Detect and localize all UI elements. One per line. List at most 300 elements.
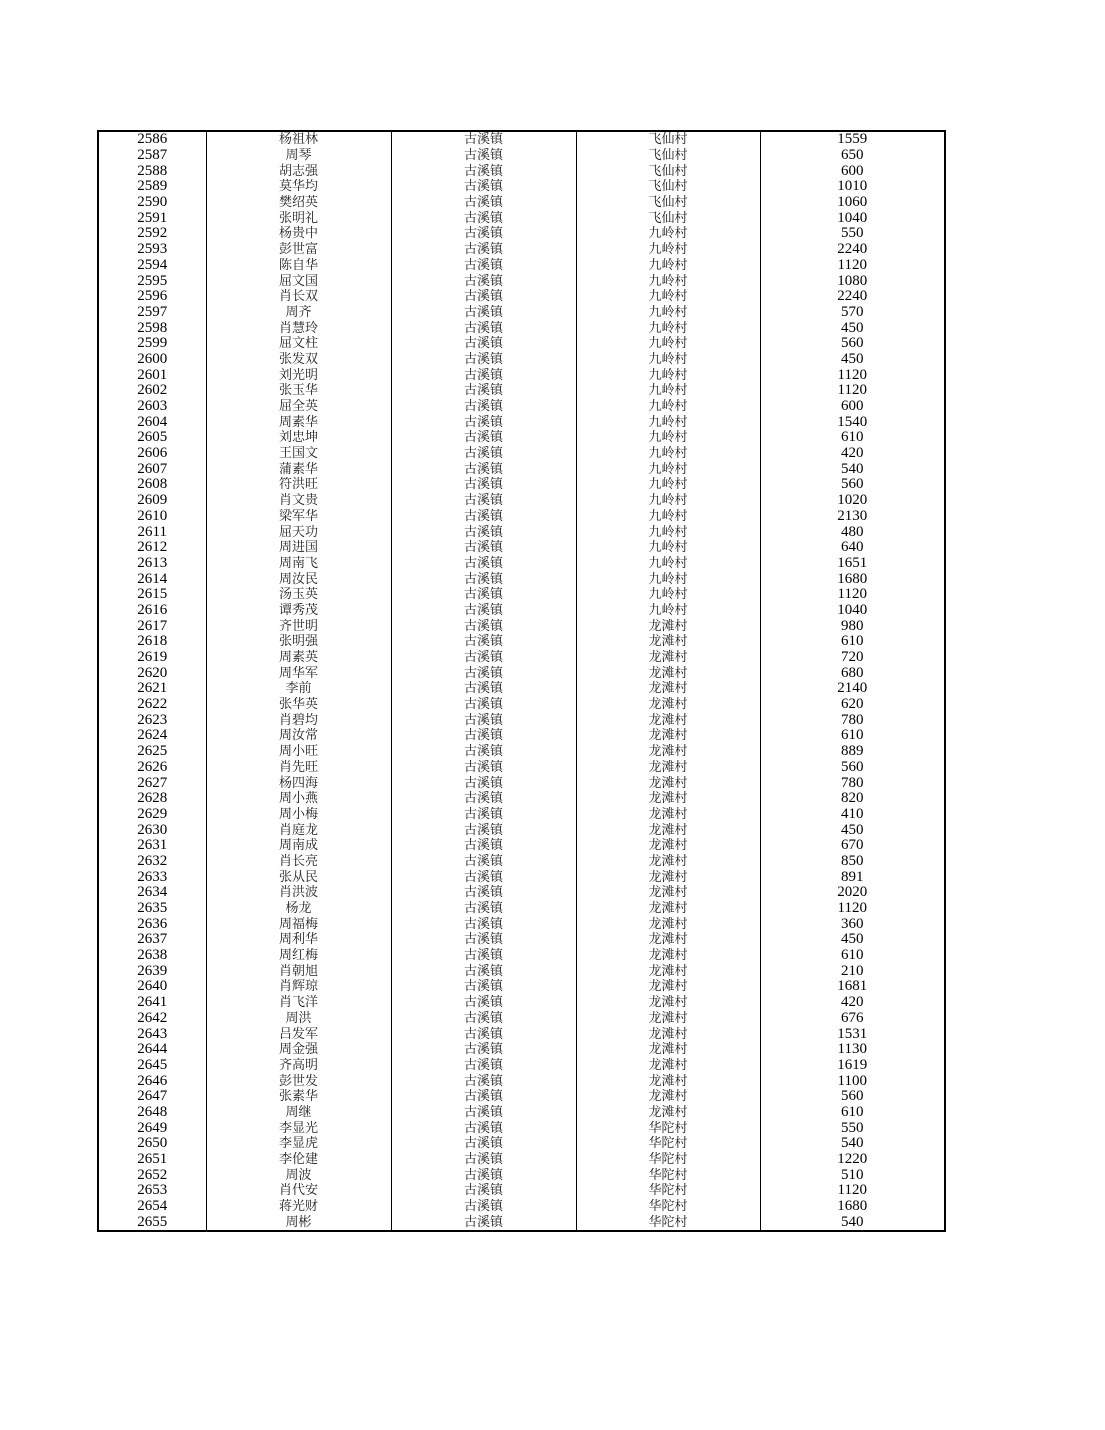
table-row bbox=[98, 163, 945, 179]
village-cell: 龙滩村 bbox=[576, 1058, 760, 1074]
amount-cell: 2240 bbox=[760, 242, 945, 258]
amount-cell: 560 bbox=[760, 1089, 945, 1105]
town-cell: 古溪镇 bbox=[391, 791, 576, 807]
town-cell: 古溪镇 bbox=[391, 587, 576, 603]
table-row bbox=[98, 273, 945, 289]
table-row bbox=[98, 1042, 945, 1058]
name-cell: 刘忠坤 bbox=[206, 430, 391, 446]
amount-cell: 410 bbox=[760, 807, 945, 823]
row-number-cell: 2629 bbox=[98, 807, 206, 823]
row-number-cell: 2610 bbox=[98, 509, 206, 525]
name-cell: 周小旺 bbox=[206, 744, 391, 760]
row-number-cell: 2586 bbox=[98, 131, 206, 148]
village-cell: 九岭村 bbox=[576, 571, 760, 587]
table-row bbox=[98, 210, 945, 226]
town-cell: 古溪镇 bbox=[391, 383, 576, 399]
name-cell: 周汝常 bbox=[206, 728, 391, 744]
amount-cell: 1040 bbox=[760, 603, 945, 619]
table-row bbox=[98, 242, 945, 258]
row-number-cell: 2635 bbox=[98, 901, 206, 917]
amount-cell: 2020 bbox=[760, 885, 945, 901]
name-cell: 周素华 bbox=[206, 414, 391, 430]
town-cell: 古溪镇 bbox=[391, 210, 576, 226]
village-cell: 九岭村 bbox=[576, 493, 760, 509]
village-cell: 华陀村 bbox=[576, 1120, 760, 1136]
town-cell: 古溪镇 bbox=[391, 1120, 576, 1136]
village-cell: 龙滩村 bbox=[576, 618, 760, 634]
name-cell: 彭世发 bbox=[206, 1073, 391, 1089]
amount-cell: 780 bbox=[760, 775, 945, 791]
name-cell: 莫华均 bbox=[206, 179, 391, 195]
name-cell: 李伦建 bbox=[206, 1152, 391, 1168]
row-number-cell: 2649 bbox=[98, 1120, 206, 1136]
town-cell: 古溪镇 bbox=[391, 258, 576, 274]
town-cell: 古溪镇 bbox=[391, 1026, 576, 1042]
name-cell: 张明强 bbox=[206, 634, 391, 650]
village-cell: 九岭村 bbox=[576, 305, 760, 321]
village-cell: 飞仙村 bbox=[576, 210, 760, 226]
row-number-cell: 2619 bbox=[98, 650, 206, 666]
name-cell: 李显虎 bbox=[206, 1136, 391, 1152]
amount-cell: 1120 bbox=[760, 383, 945, 399]
town-cell: 古溪镇 bbox=[391, 336, 576, 352]
table-row bbox=[98, 901, 945, 917]
row-number-cell: 2625 bbox=[98, 744, 206, 760]
town-cell: 古溪镇 bbox=[391, 289, 576, 305]
table-row bbox=[98, 979, 945, 995]
town-cell: 古溪镇 bbox=[391, 697, 576, 713]
town-cell: 古溪镇 bbox=[391, 854, 576, 870]
name-cell: 周彬 bbox=[206, 1214, 391, 1231]
row-number-cell: 2608 bbox=[98, 477, 206, 493]
name-cell: 张华英 bbox=[206, 697, 391, 713]
row-number-cell: 2605 bbox=[98, 430, 206, 446]
name-cell: 杨贵中 bbox=[206, 226, 391, 242]
name-cell: 王国文 bbox=[206, 446, 391, 462]
amount-cell: 1010 bbox=[760, 179, 945, 195]
name-cell: 胡志强 bbox=[206, 163, 391, 179]
row-number-cell: 2591 bbox=[98, 210, 206, 226]
village-cell: 龙滩村 bbox=[576, 681, 760, 697]
town-cell: 古溪镇 bbox=[391, 712, 576, 728]
village-cell: 龙滩村 bbox=[576, 901, 760, 917]
name-cell: 吕发军 bbox=[206, 1026, 391, 1042]
name-cell: 屈全英 bbox=[206, 399, 391, 415]
table-row bbox=[98, 179, 945, 195]
village-cell: 龙滩村 bbox=[576, 1011, 760, 1027]
town-cell: 古溪镇 bbox=[391, 838, 576, 854]
table-row bbox=[98, 1073, 945, 1089]
amount-cell: 1531 bbox=[760, 1026, 945, 1042]
amount-cell: 980 bbox=[760, 618, 945, 634]
town-cell: 古溪镇 bbox=[391, 179, 576, 195]
village-cell: 九岭村 bbox=[576, 603, 760, 619]
row-number-cell: 2628 bbox=[98, 791, 206, 807]
village-cell: 九岭村 bbox=[576, 477, 760, 493]
town-cell: 古溪镇 bbox=[391, 1136, 576, 1152]
town-cell: 古溪镇 bbox=[391, 477, 576, 493]
amount-cell: 640 bbox=[760, 540, 945, 556]
town-cell: 古溪镇 bbox=[391, 430, 576, 446]
row-number-cell: 2612 bbox=[98, 540, 206, 556]
amount-cell: 620 bbox=[760, 697, 945, 713]
name-cell: 周福梅 bbox=[206, 916, 391, 932]
amount-cell: 420 bbox=[760, 446, 945, 462]
village-cell: 九岭村 bbox=[576, 273, 760, 289]
amount-cell: 820 bbox=[760, 791, 945, 807]
row-number-cell: 2597 bbox=[98, 305, 206, 321]
amount-cell: 780 bbox=[760, 712, 945, 728]
name-cell: 肖长双 bbox=[206, 289, 391, 305]
table-row bbox=[98, 1199, 945, 1215]
row-number-cell: 2615 bbox=[98, 587, 206, 603]
name-cell: 齐世明 bbox=[206, 618, 391, 634]
town-cell: 古溪镇 bbox=[391, 352, 576, 368]
amount-cell: 610 bbox=[760, 1105, 945, 1121]
name-cell: 蒋光财 bbox=[206, 1199, 391, 1215]
town-cell: 古溪镇 bbox=[391, 916, 576, 932]
town-cell: 古溪镇 bbox=[391, 414, 576, 430]
row-number-cell: 2623 bbox=[98, 712, 206, 728]
table-row bbox=[98, 681, 945, 697]
amount-cell: 610 bbox=[760, 948, 945, 964]
town-cell: 古溪镇 bbox=[391, 1058, 576, 1074]
name-cell: 刘光明 bbox=[206, 367, 391, 383]
town-cell: 古溪镇 bbox=[391, 305, 576, 321]
name-cell: 周琴 bbox=[206, 148, 391, 164]
town-cell: 古溪镇 bbox=[391, 1042, 576, 1058]
town-cell: 古溪镇 bbox=[391, 807, 576, 823]
table-row bbox=[98, 493, 945, 509]
table-row bbox=[98, 1026, 945, 1042]
table-row bbox=[98, 1183, 945, 1199]
table-row bbox=[98, 1214, 945, 1231]
amount-cell: 676 bbox=[760, 1011, 945, 1027]
row-number-cell: 2627 bbox=[98, 775, 206, 791]
row-number-cell: 2630 bbox=[98, 822, 206, 838]
name-cell: 肖慧玲 bbox=[206, 320, 391, 336]
table-row bbox=[98, 1167, 945, 1183]
row-number-cell: 2614 bbox=[98, 571, 206, 587]
village-cell: 华陀村 bbox=[576, 1214, 760, 1231]
name-cell: 屈天功 bbox=[206, 524, 391, 540]
village-cell: 龙滩村 bbox=[576, 916, 760, 932]
table-body bbox=[98, 131, 945, 1231]
town-cell: 古溪镇 bbox=[391, 1089, 576, 1105]
name-cell: 周齐 bbox=[206, 305, 391, 321]
table-row bbox=[98, 791, 945, 807]
village-cell: 龙滩村 bbox=[576, 760, 760, 776]
name-cell: 杨龙 bbox=[206, 901, 391, 917]
village-cell: 九岭村 bbox=[576, 320, 760, 336]
row-number-cell: 2650 bbox=[98, 1136, 206, 1152]
name-cell: 周南飞 bbox=[206, 556, 391, 572]
amount-cell: 610 bbox=[760, 430, 945, 446]
town-cell: 古溪镇 bbox=[391, 148, 576, 164]
amount-cell: 680 bbox=[760, 665, 945, 681]
village-cell: 龙滩村 bbox=[576, 1073, 760, 1089]
village-cell: 飞仙村 bbox=[576, 163, 760, 179]
row-number-cell: 2621 bbox=[98, 681, 206, 697]
table-row bbox=[98, 760, 945, 776]
village-cell: 九岭村 bbox=[576, 461, 760, 477]
name-cell: 谭秀茂 bbox=[206, 603, 391, 619]
amount-cell: 360 bbox=[760, 916, 945, 932]
row-number-cell: 2607 bbox=[98, 461, 206, 477]
amount-cell: 540 bbox=[760, 1136, 945, 1152]
town-cell: 古溪镇 bbox=[391, 571, 576, 587]
name-cell: 杨祖林 bbox=[206, 131, 391, 148]
town-cell: 古溪镇 bbox=[391, 1199, 576, 1215]
table-row bbox=[98, 854, 945, 870]
table-row bbox=[98, 838, 945, 854]
village-cell: 龙滩村 bbox=[576, 1105, 760, 1121]
amount-cell: 1681 bbox=[760, 979, 945, 995]
table-row bbox=[98, 1120, 945, 1136]
name-cell: 屈文柱 bbox=[206, 336, 391, 352]
village-cell: 九岭村 bbox=[576, 336, 760, 352]
town-cell: 古溪镇 bbox=[391, 1152, 576, 1168]
row-number-cell: 2652 bbox=[98, 1167, 206, 1183]
town-cell: 古溪镇 bbox=[391, 493, 576, 509]
row-number-cell: 2653 bbox=[98, 1183, 206, 1199]
amount-cell: 610 bbox=[760, 728, 945, 744]
village-cell: 龙滩村 bbox=[576, 995, 760, 1011]
table-row bbox=[98, 665, 945, 681]
row-number-cell: 2626 bbox=[98, 760, 206, 776]
town-cell: 古溪镇 bbox=[391, 618, 576, 634]
amount-cell: 550 bbox=[760, 226, 945, 242]
village-cell: 九岭村 bbox=[576, 556, 760, 572]
table-row bbox=[98, 618, 945, 634]
village-cell: 龙滩村 bbox=[576, 822, 760, 838]
name-cell: 张从民 bbox=[206, 869, 391, 885]
row-number-cell: 2600 bbox=[98, 352, 206, 368]
name-cell: 肖辉琼 bbox=[206, 979, 391, 995]
name-cell: 张素华 bbox=[206, 1089, 391, 1105]
name-cell: 周华军 bbox=[206, 665, 391, 681]
village-cell: 龙滩村 bbox=[576, 744, 760, 760]
table-row bbox=[98, 258, 945, 274]
name-cell: 汤玉英 bbox=[206, 587, 391, 603]
row-number-cell: 2602 bbox=[98, 383, 206, 399]
village-cell: 华陀村 bbox=[576, 1152, 760, 1168]
row-number-cell: 2604 bbox=[98, 414, 206, 430]
amount-cell: 670 bbox=[760, 838, 945, 854]
town-cell: 古溪镇 bbox=[391, 242, 576, 258]
town-cell: 古溪镇 bbox=[391, 885, 576, 901]
table-row bbox=[98, 885, 945, 901]
amount-cell: 570 bbox=[760, 305, 945, 321]
town-cell: 古溪镇 bbox=[391, 399, 576, 415]
village-cell: 华陀村 bbox=[576, 1167, 760, 1183]
row-number-cell: 2648 bbox=[98, 1105, 206, 1121]
table-row bbox=[98, 650, 945, 666]
table-row bbox=[98, 430, 945, 446]
name-cell: 周汝民 bbox=[206, 571, 391, 587]
table-row bbox=[98, 807, 945, 823]
name-cell: 肖长亮 bbox=[206, 854, 391, 870]
amount-cell: 1040 bbox=[760, 210, 945, 226]
row-number-cell: 2620 bbox=[98, 665, 206, 681]
row-number-cell: 2631 bbox=[98, 838, 206, 854]
row-number-cell: 2617 bbox=[98, 618, 206, 634]
amount-cell: 610 bbox=[760, 634, 945, 650]
amount-cell: 2240 bbox=[760, 289, 945, 305]
amount-cell: 1080 bbox=[760, 273, 945, 289]
village-cell: 九岭村 bbox=[576, 383, 760, 399]
town-cell: 古溪镇 bbox=[391, 728, 576, 744]
row-number-cell: 2598 bbox=[98, 320, 206, 336]
town-cell: 古溪镇 bbox=[391, 509, 576, 525]
name-cell: 杨四海 bbox=[206, 775, 391, 791]
name-cell: 屈文国 bbox=[206, 273, 391, 289]
amount-cell: 1120 bbox=[760, 1183, 945, 1199]
name-cell: 周洪 bbox=[206, 1011, 391, 1027]
village-cell: 龙滩村 bbox=[576, 1089, 760, 1105]
name-cell: 符洪旺 bbox=[206, 477, 391, 493]
village-cell: 龙滩村 bbox=[576, 963, 760, 979]
table-row bbox=[98, 869, 945, 885]
amount-cell: 560 bbox=[760, 760, 945, 776]
village-cell: 龙滩村 bbox=[576, 775, 760, 791]
table-row bbox=[98, 697, 945, 713]
town-cell: 古溪镇 bbox=[391, 524, 576, 540]
amount-cell: 600 bbox=[760, 399, 945, 415]
row-number-cell: 2633 bbox=[98, 869, 206, 885]
table-row bbox=[98, 195, 945, 211]
row-number-cell: 2637 bbox=[98, 932, 206, 948]
name-cell: 彭世富 bbox=[206, 242, 391, 258]
town-cell: 古溪镇 bbox=[391, 775, 576, 791]
table-row bbox=[98, 461, 945, 477]
table-row bbox=[98, 148, 945, 164]
village-cell: 龙滩村 bbox=[576, 1026, 760, 1042]
amount-cell: 450 bbox=[760, 822, 945, 838]
village-cell: 龙滩村 bbox=[576, 838, 760, 854]
town-cell: 古溪镇 bbox=[391, 932, 576, 948]
table-row bbox=[98, 509, 945, 525]
row-number-cell: 2590 bbox=[98, 195, 206, 211]
row-number-cell: 2651 bbox=[98, 1152, 206, 1168]
amount-cell: 1100 bbox=[760, 1073, 945, 1089]
row-number-cell: 2588 bbox=[98, 163, 206, 179]
table-row bbox=[98, 587, 945, 603]
village-cell: 龙滩村 bbox=[576, 650, 760, 666]
table-row bbox=[98, 712, 945, 728]
village-cell: 龙滩村 bbox=[576, 948, 760, 964]
row-number-cell: 2646 bbox=[98, 1073, 206, 1089]
name-cell: 周南成 bbox=[206, 838, 391, 854]
town-cell: 古溪镇 bbox=[391, 540, 576, 556]
name-cell: 周小燕 bbox=[206, 791, 391, 807]
village-cell: 龙滩村 bbox=[576, 712, 760, 728]
amount-cell: 1651 bbox=[760, 556, 945, 572]
village-cell: 九岭村 bbox=[576, 414, 760, 430]
village-cell: 华陀村 bbox=[576, 1183, 760, 1199]
town-cell: 古溪镇 bbox=[391, 131, 576, 148]
village-cell: 九岭村 bbox=[576, 524, 760, 540]
table-row bbox=[98, 744, 945, 760]
town-cell: 古溪镇 bbox=[391, 446, 576, 462]
village-cell: 龙滩村 bbox=[576, 807, 760, 823]
village-cell: 九岭村 bbox=[576, 399, 760, 415]
table-row bbox=[98, 336, 945, 352]
table-row bbox=[98, 603, 945, 619]
name-cell: 张发双 bbox=[206, 352, 391, 368]
amount-cell: 210 bbox=[760, 963, 945, 979]
town-cell: 古溪镇 bbox=[391, 979, 576, 995]
village-cell: 九岭村 bbox=[576, 242, 760, 258]
name-cell: 肖代安 bbox=[206, 1183, 391, 1199]
table-row bbox=[98, 414, 945, 430]
row-number-cell: 2613 bbox=[98, 556, 206, 572]
table-row bbox=[98, 305, 945, 321]
amount-cell: 1120 bbox=[760, 367, 945, 383]
name-cell: 周利华 bbox=[206, 932, 391, 948]
amount-cell: 450 bbox=[760, 352, 945, 368]
village-cell: 华陀村 bbox=[576, 1199, 760, 1215]
row-number-cell: 2632 bbox=[98, 854, 206, 870]
name-cell: 周小梅 bbox=[206, 807, 391, 823]
village-cell: 龙滩村 bbox=[576, 791, 760, 807]
row-number-cell: 2644 bbox=[98, 1042, 206, 1058]
table-row bbox=[98, 775, 945, 791]
town-cell: 古溪镇 bbox=[391, 556, 576, 572]
row-number-cell: 2622 bbox=[98, 697, 206, 713]
table-row bbox=[98, 556, 945, 572]
town-cell: 古溪镇 bbox=[391, 1073, 576, 1089]
town-cell: 古溪镇 bbox=[391, 195, 576, 211]
name-cell: 樊绍英 bbox=[206, 195, 391, 211]
name-cell: 周素英 bbox=[206, 650, 391, 666]
row-number-cell: 2616 bbox=[98, 603, 206, 619]
amount-cell: 1559 bbox=[760, 131, 945, 148]
row-number-cell: 2606 bbox=[98, 446, 206, 462]
table-row bbox=[98, 1152, 945, 1168]
village-cell: 龙滩村 bbox=[576, 885, 760, 901]
row-number-cell: 2592 bbox=[98, 226, 206, 242]
table-row bbox=[98, 948, 945, 964]
amount-cell: 1060 bbox=[760, 195, 945, 211]
town-cell: 古溪镇 bbox=[391, 650, 576, 666]
town-cell: 古溪镇 bbox=[391, 1183, 576, 1199]
amount-cell: 1220 bbox=[760, 1152, 945, 1168]
table-row bbox=[98, 477, 945, 493]
table-row bbox=[98, 1011, 945, 1027]
village-cell: 九岭村 bbox=[576, 540, 760, 556]
table-row bbox=[98, 916, 945, 932]
table-row bbox=[98, 963, 945, 979]
village-cell: 九岭村 bbox=[576, 352, 760, 368]
row-number-cell: 2593 bbox=[98, 242, 206, 258]
table-row bbox=[98, 932, 945, 948]
village-cell: 九岭村 bbox=[576, 430, 760, 446]
table-row bbox=[98, 822, 945, 838]
name-cell: 周继 bbox=[206, 1105, 391, 1121]
town-cell: 古溪镇 bbox=[391, 461, 576, 477]
row-number-cell: 2642 bbox=[98, 1011, 206, 1027]
town-cell: 古溪镇 bbox=[391, 948, 576, 964]
village-cell: 龙滩村 bbox=[576, 869, 760, 885]
amount-cell: 550 bbox=[760, 1120, 945, 1136]
table-row bbox=[98, 1058, 945, 1074]
town-cell: 古溪镇 bbox=[391, 760, 576, 776]
amount-cell: 850 bbox=[760, 854, 945, 870]
village-cell: 九岭村 bbox=[576, 509, 760, 525]
table-row bbox=[98, 131, 945, 148]
amount-cell: 889 bbox=[760, 744, 945, 760]
